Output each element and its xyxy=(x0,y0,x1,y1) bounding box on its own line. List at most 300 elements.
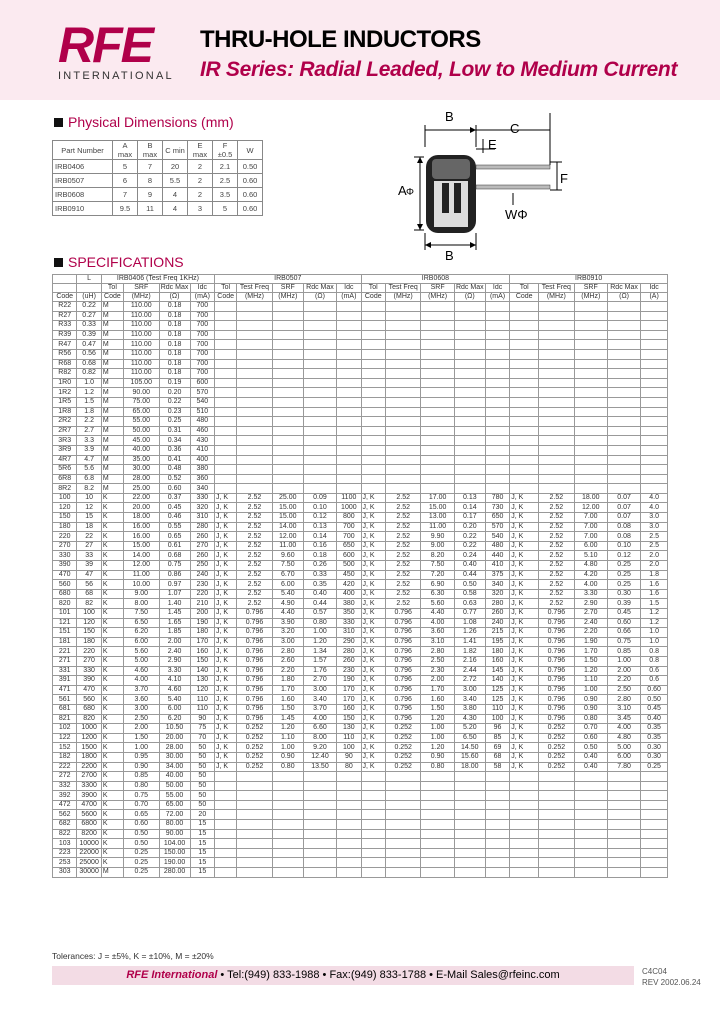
table-cell xyxy=(303,829,336,839)
table-cell xyxy=(385,330,421,340)
table-cell xyxy=(385,302,421,312)
table-cell: 540 xyxy=(190,397,214,407)
table-cell: 0.796 xyxy=(539,714,575,724)
table-cell xyxy=(641,868,668,878)
table-cell: J, K xyxy=(510,580,539,590)
table-cell xyxy=(607,445,640,455)
table-cell: 6.30 xyxy=(421,589,454,599)
table-cell: 0.796 xyxy=(539,656,575,666)
table-cell: 110 xyxy=(190,695,214,705)
table-cell: J, K xyxy=(215,599,237,609)
table-cell: 110 xyxy=(485,704,509,714)
table-cell: 1.50 xyxy=(574,656,607,666)
table-cell: 270 xyxy=(53,541,77,551)
table-cell: 11.00 xyxy=(272,541,303,551)
table-cell xyxy=(641,311,668,321)
table-cell: 0.40 xyxy=(641,714,668,724)
table-row xyxy=(53,302,668,312)
table-cell: 700 xyxy=(190,330,214,340)
table-cell: 290 xyxy=(337,637,361,647)
table-cell: 190.00 xyxy=(159,858,190,868)
table-cell xyxy=(272,484,303,494)
table-cell: 80.00 xyxy=(159,820,190,830)
table-cell: K xyxy=(101,676,123,686)
table-cell: 0.796 xyxy=(385,637,421,647)
table-row xyxy=(53,829,668,839)
table-cell xyxy=(237,330,273,340)
table-cell: 47 xyxy=(77,570,101,580)
table-cell: 0.50 xyxy=(124,839,160,849)
table-cell: K xyxy=(101,551,123,561)
table-cell: 45.00 xyxy=(124,436,160,446)
table-cell: 0.18 xyxy=(159,349,190,359)
table-cell: 0.13 xyxy=(303,522,336,532)
table-cell xyxy=(361,772,385,782)
table-cell xyxy=(237,465,273,475)
physical-header-cell: Part Number xyxy=(53,141,113,160)
table-cell: J, K xyxy=(361,503,385,513)
table-cell: J, K xyxy=(361,628,385,638)
table-cell xyxy=(485,330,509,340)
table-cell xyxy=(421,810,454,820)
physical-cell: 2 xyxy=(188,188,213,202)
page-title: THRU-HOLE INDUCTORS xyxy=(200,26,481,53)
table-cell xyxy=(215,359,237,369)
table-cell xyxy=(510,369,539,379)
table-cell: 5.00 xyxy=(607,743,640,753)
table-cell: J, K xyxy=(361,618,385,628)
sub-header-cell: Rdc Max xyxy=(160,284,189,291)
table-cell: K xyxy=(101,609,123,619)
physical-cell: 20 xyxy=(163,160,188,174)
table-cell: 152 xyxy=(53,743,77,753)
table-cell xyxy=(421,465,454,475)
table-cell: 0.796 xyxy=(385,628,421,638)
table-cell xyxy=(421,839,454,849)
table-cell: J, K xyxy=(361,493,385,503)
table-cell xyxy=(607,417,640,427)
table-row xyxy=(53,541,668,551)
table-cell: 1.20 xyxy=(272,724,303,734)
table-cell: 562 xyxy=(53,810,77,820)
table-cell: 330 xyxy=(337,618,361,628)
table-cell: 2.44 xyxy=(454,666,485,676)
table-cell: 65.00 xyxy=(159,800,190,810)
table-cell: 7.00 xyxy=(574,522,607,532)
table-cell xyxy=(454,311,485,321)
table-cell: 2.50 xyxy=(607,685,640,695)
table-cell: 0.41 xyxy=(159,455,190,465)
table-cell: 20.00 xyxy=(159,733,190,743)
table-row xyxy=(53,465,668,475)
table-cell: 1.50 xyxy=(421,704,454,714)
table-cell: 6.00 xyxy=(607,752,640,762)
table-row xyxy=(53,772,668,782)
table-cell: 2.52 xyxy=(237,599,273,609)
table-cell: 0.45 xyxy=(641,704,668,714)
table-cell: K xyxy=(101,570,123,580)
table-cell xyxy=(215,388,237,398)
table-cell xyxy=(574,397,607,407)
table-cell xyxy=(303,445,336,455)
table-cell: 2.40 xyxy=(159,647,190,657)
table-cell xyxy=(215,311,237,321)
table-row xyxy=(53,752,668,762)
sub-header-cell: Test Freq xyxy=(237,284,273,293)
table-cell xyxy=(574,321,607,331)
table-row xyxy=(53,800,668,810)
table-cell xyxy=(574,465,607,475)
table-cell: M xyxy=(101,474,123,484)
table-cell xyxy=(215,340,237,350)
table-cell: 1.00 xyxy=(421,733,454,743)
table-cell xyxy=(454,781,485,791)
table-cell: 0.50 xyxy=(124,829,160,839)
table-cell xyxy=(485,810,509,820)
table-cell: 2.72 xyxy=(454,676,485,686)
table-cell xyxy=(337,810,361,820)
group-header-irb0910: IRB0910 xyxy=(510,275,668,284)
table-row xyxy=(53,532,668,542)
table-cell: 700 xyxy=(190,302,214,312)
table-cell: 0.18 xyxy=(159,369,190,379)
table-cell: 100 xyxy=(337,743,361,753)
table-cell: 220 xyxy=(53,532,77,542)
table-cell: 0.796 xyxy=(385,714,421,724)
table-cell xyxy=(574,810,607,820)
table-cell: 9.90 xyxy=(421,532,454,542)
table-cell: 0.796 xyxy=(385,647,421,657)
table-row xyxy=(53,637,668,647)
table-cell: J, K xyxy=(215,733,237,743)
spec-corner-cell xyxy=(53,275,77,284)
table-cell xyxy=(303,800,336,810)
table-row xyxy=(53,311,668,321)
table-cell xyxy=(574,330,607,340)
table-cell: 180 xyxy=(485,647,509,657)
table-cell: 0.35 xyxy=(641,733,668,743)
table-cell xyxy=(641,455,668,465)
table-cell: 0.86 xyxy=(159,570,190,580)
table-cell: J, K xyxy=(510,637,539,647)
table-cell: 6.70 xyxy=(272,570,303,580)
table-cell: 6.8 xyxy=(77,474,101,484)
table-cell: M xyxy=(101,484,123,494)
table-cell: 260 xyxy=(190,532,214,542)
table-cell: 0.796 xyxy=(237,618,273,628)
table-cell: J, K xyxy=(215,570,237,580)
table-cell: 220 xyxy=(190,589,214,599)
table-cell xyxy=(272,311,303,321)
logo-subtitle: INTERNATIONAL xyxy=(58,70,174,82)
table-cell: 1.07 xyxy=(159,589,190,599)
table-cell: 240 xyxy=(190,570,214,580)
table-cell: 2.52 xyxy=(539,503,575,513)
table-cell xyxy=(337,378,361,388)
table-cell xyxy=(454,810,485,820)
table-cell: 85 xyxy=(485,733,509,743)
table-cell xyxy=(385,858,421,868)
table-cell xyxy=(237,417,273,427)
table-cell xyxy=(607,321,640,331)
table-cell xyxy=(337,397,361,407)
table-cell: 0.39 xyxy=(607,599,640,609)
table-cell: 5.60 xyxy=(421,599,454,609)
table-cell xyxy=(641,426,668,436)
table-cell: 6.00 xyxy=(124,637,160,647)
table-cell xyxy=(385,340,421,350)
table-cell: M xyxy=(101,388,123,398)
table-cell xyxy=(607,311,640,321)
table-cell: 190 xyxy=(190,618,214,628)
table-cell xyxy=(272,820,303,830)
table-cell: 3.0 xyxy=(641,522,668,532)
table-cell: 200 xyxy=(190,609,214,619)
table-cell xyxy=(337,791,361,801)
table-cell: 2.20 xyxy=(607,676,640,686)
table-cell: 3.90 xyxy=(272,618,303,628)
table-cell: J, K xyxy=(215,493,237,503)
table-cell: 0.85 xyxy=(607,647,640,657)
sub-header-cell: (A) xyxy=(641,293,668,302)
table-cell xyxy=(539,340,575,350)
table-cell: 3.45 xyxy=(607,714,640,724)
table-cell: 110.00 xyxy=(124,321,160,331)
table-cell: 280 xyxy=(190,522,214,532)
table-cell: 0.6 xyxy=(641,676,668,686)
table-cell: 4.60 xyxy=(124,666,160,676)
table-cell xyxy=(385,465,421,475)
table-cell xyxy=(641,829,668,839)
table-cell xyxy=(574,455,607,465)
table-cell xyxy=(454,465,485,475)
table-cell xyxy=(641,417,668,427)
group-header-irb0608: IRB0608 xyxy=(361,275,510,284)
table-cell: 2.2 xyxy=(77,417,101,427)
table-cell xyxy=(337,302,361,312)
table-cell xyxy=(510,465,539,475)
table-cell: 110 xyxy=(337,733,361,743)
table-cell: 0.30 xyxy=(641,743,668,753)
table-row xyxy=(53,868,668,878)
physical-cell: 0.60 xyxy=(238,188,263,202)
physical-header-cell: F ±0.5 xyxy=(213,141,238,160)
table-cell: 681 xyxy=(53,704,77,714)
table-cell: J, K xyxy=(361,570,385,580)
table-cell: 12.00 xyxy=(272,532,303,542)
table-cell: 700 xyxy=(337,532,361,542)
table-cell: 0.75 xyxy=(607,637,640,647)
table-cell: 0.07 xyxy=(607,493,640,503)
table-cell xyxy=(510,848,539,858)
table-cell: 7.00 xyxy=(574,532,607,542)
table-cell: J, K xyxy=(510,752,539,762)
table-cell: 6.50 xyxy=(124,618,160,628)
table-cell: 8200 xyxy=(77,829,101,839)
table-cell xyxy=(485,839,509,849)
table-cell: J, K xyxy=(215,618,237,628)
table-cell: 0.796 xyxy=(385,685,421,695)
table-cell xyxy=(510,445,539,455)
table-cell: 65.00 xyxy=(124,407,160,417)
table-cell: 150.00 xyxy=(159,848,190,858)
table-cell: 330 xyxy=(53,551,77,561)
table-cell xyxy=(385,848,421,858)
table-cell: 0.796 xyxy=(539,647,575,657)
table-cell: K xyxy=(101,704,123,714)
table-cell: 2.16 xyxy=(454,656,485,666)
table-cell: 0.796 xyxy=(539,666,575,676)
table-cell: 360 xyxy=(190,474,214,484)
table-cell xyxy=(607,426,640,436)
dim-phi-label: Φ xyxy=(406,187,414,198)
table-cell: 820 xyxy=(77,714,101,724)
table-cell: 8.2 xyxy=(77,484,101,494)
table-cell: 0.25 xyxy=(124,868,160,878)
table-cell: J, K xyxy=(361,704,385,714)
table-cell: 0.70 xyxy=(574,724,607,734)
table-cell: J, K xyxy=(215,704,237,714)
table-cell: 1.00 xyxy=(421,724,454,734)
table-cell: 430 xyxy=(190,436,214,446)
table-cell: J, K xyxy=(510,551,539,561)
table-cell: J, K xyxy=(215,752,237,762)
table-cell xyxy=(272,455,303,465)
table-cell xyxy=(539,772,575,782)
table-cell: 110.00 xyxy=(124,302,160,312)
table-cell: 350 xyxy=(337,609,361,619)
table-cell: 1.40 xyxy=(159,599,190,609)
table-cell xyxy=(361,359,385,369)
table-cell: 1.70 xyxy=(421,685,454,695)
table-cell: 1.50 xyxy=(272,704,303,714)
table-cell xyxy=(421,378,454,388)
table-cell: 1200 xyxy=(77,733,101,743)
table-cell xyxy=(272,378,303,388)
table-cell: 2.80 xyxy=(272,647,303,657)
table-cell xyxy=(539,820,575,830)
table-cell: 0.796 xyxy=(237,704,273,714)
table-cell: 17.00 xyxy=(421,493,454,503)
table-cell: 13.00 xyxy=(421,513,454,523)
table-cell xyxy=(607,455,640,465)
physical-cell: 7 xyxy=(138,160,163,174)
table-cell xyxy=(303,791,336,801)
table-cell xyxy=(303,426,336,436)
table-cell xyxy=(421,407,454,417)
table-cell: K xyxy=(101,733,123,743)
table-cell: 100 xyxy=(53,493,77,503)
physical-header-row xyxy=(53,141,263,160)
table-cell xyxy=(421,359,454,369)
table-cell: 195 xyxy=(485,637,509,647)
table-cell xyxy=(454,848,485,858)
table-cell: 2.00 xyxy=(607,666,640,676)
table-cell xyxy=(361,340,385,350)
table-cell: J, K xyxy=(215,762,237,772)
table-cell xyxy=(510,349,539,359)
table-cell: 16.00 xyxy=(124,532,160,542)
table-cell xyxy=(454,349,485,359)
table-cell: 145 xyxy=(485,666,509,676)
physical-header-cell: W xyxy=(238,141,263,160)
table-cell xyxy=(454,378,485,388)
table-cell: J, K xyxy=(215,561,237,571)
table-cell xyxy=(272,810,303,820)
table-cell: 7.80 xyxy=(607,762,640,772)
table-cell xyxy=(361,791,385,801)
table-cell xyxy=(303,474,336,484)
table-cell: 4.10 xyxy=(159,676,190,686)
table-cell: J, K xyxy=(215,666,237,676)
table-cell: 2.7 xyxy=(77,426,101,436)
table-cell: 375 xyxy=(485,570,509,580)
physical-cell: IRB0910 xyxy=(53,202,113,216)
table-cell: 10000 xyxy=(77,839,101,849)
table-cell: 101 xyxy=(53,609,77,619)
table-cell xyxy=(510,772,539,782)
table-cell: 1.2 xyxy=(641,618,668,628)
table-cell xyxy=(337,369,361,379)
table-cell xyxy=(539,407,575,417)
table-cell: K xyxy=(101,493,123,503)
table-cell xyxy=(510,359,539,369)
table-cell: 570 xyxy=(485,522,509,532)
table-cell: 270 xyxy=(190,541,214,551)
table-cell xyxy=(607,820,640,830)
table-cell: 0.796 xyxy=(385,609,421,619)
sub-header-cell: Idc xyxy=(641,284,668,293)
inductor-dimension-diagram xyxy=(390,105,570,265)
table-cell xyxy=(454,407,485,417)
table-cell xyxy=(385,349,421,359)
table-cell: 210 xyxy=(190,599,214,609)
sub-header-cell: Idc xyxy=(337,284,361,293)
table-row xyxy=(53,656,668,666)
table-cell: K xyxy=(101,503,123,513)
table-cell: 2.52 xyxy=(539,541,575,551)
table-cell xyxy=(361,465,385,475)
table-cell xyxy=(607,791,640,801)
table-cell xyxy=(510,330,539,340)
sub-header-cell: Code xyxy=(361,293,385,302)
table-cell: M xyxy=(101,330,123,340)
table-cell xyxy=(385,474,421,484)
table-cell xyxy=(607,839,640,849)
table-cell: R39 xyxy=(53,330,77,340)
table-cell: 1.80 xyxy=(272,676,303,686)
table-cell: 6.00 xyxy=(574,541,607,551)
table-cell xyxy=(361,426,385,436)
table-cell: J, K xyxy=(361,762,385,772)
table-cell xyxy=(215,839,237,849)
table-cell: R33 xyxy=(53,321,77,331)
table-cell xyxy=(272,417,303,427)
table-cell: 170 xyxy=(337,685,361,695)
spec-subheader-row-1 xyxy=(53,284,668,293)
table-cell xyxy=(337,848,361,858)
table-cell: 2R7 xyxy=(53,426,77,436)
table-cell: J, K xyxy=(215,656,237,666)
table-cell xyxy=(215,407,237,417)
table-cell xyxy=(385,772,421,782)
table-cell xyxy=(237,772,273,782)
table-cell: 22 xyxy=(77,532,101,542)
table-cell: 0.796 xyxy=(539,704,575,714)
table-cell: 75 xyxy=(190,724,214,734)
table-cell: 682 xyxy=(53,820,77,830)
sub-header-cell: Rdc Max xyxy=(303,284,336,293)
